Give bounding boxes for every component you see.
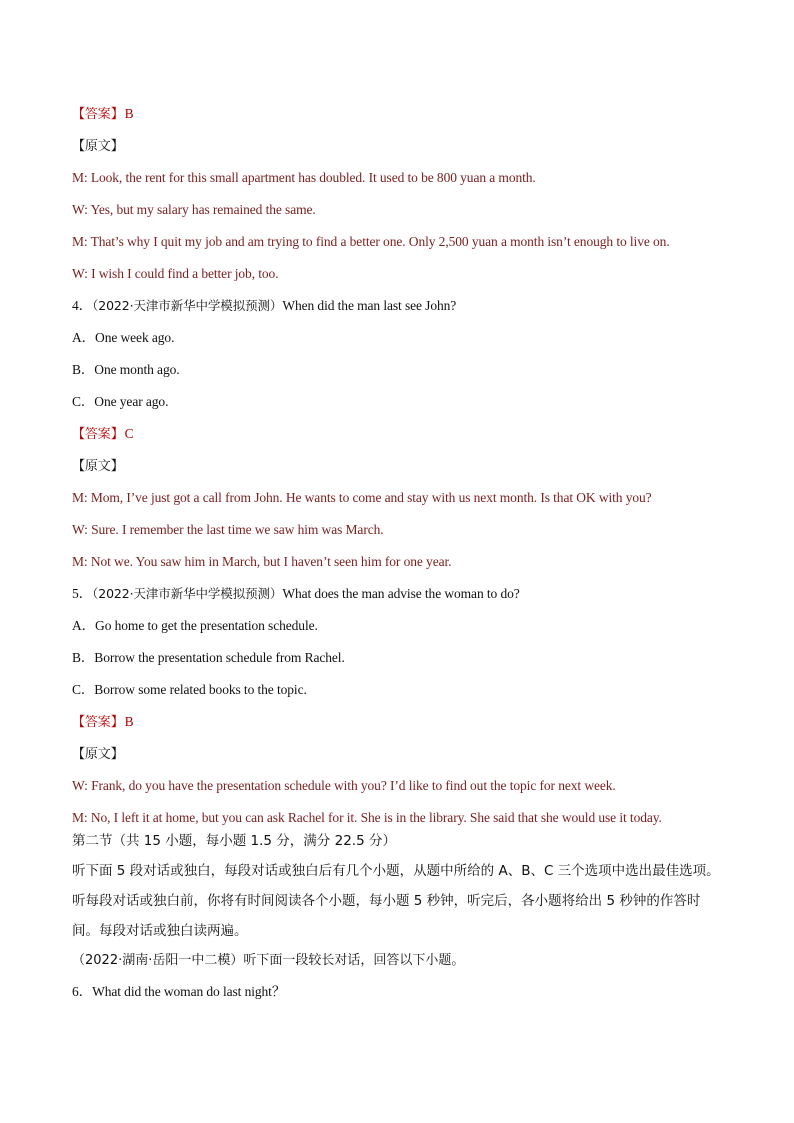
option-c: C．Borrow some related books to the topic. (72, 682, 307, 697)
dialog-line: M: Mom, I’ve just got a call from John. He wants to come and stay with us next month. Is that OK with you? (72, 490, 652, 505)
option-a: A．Go home to get the presentation schedule. (72, 618, 318, 633)
dialog-line: M: Look, the rent for this small apartment has doubled. It used to be 800 yuan a month. (72, 170, 536, 185)
question-text: What does the man advise the woman to do? (282, 586, 520, 601)
source-tag-line-q3 (72, 130, 762, 162)
instruction-line: 听下面 5 段对话或独白，每段对话或独白后有几个小题，从题中所给的 A、B、C 三个选项中选出最佳选项。 (72, 863, 720, 879)
section-heading: 第二节（共 15 小题，每小题 1.5 分，满分 22.5 分） (72, 833, 396, 849)
dialog-line: M: That’s why I quit my job and am trying to find a better one. Only 2,500 yuan a month isn’t enough to live on. (72, 234, 670, 249)
dialog-line: W: Yes, but my salary has remained the same. (72, 202, 316, 217)
document-page (72, 98, 762, 1008)
option-a: A．One week ago. (72, 330, 175, 345)
dialog-line: W: Frank, do you have the presentation schedule with you? I’d like to find out the topic for next week. (72, 778, 616, 793)
instruction-line: 听每段对话或独白前，你将有时间阅读各个小题，每小题 5 秒钟，听完后，各小题将给出 5 秒钟的作答时 (72, 893, 701, 909)
dialog-line: W: Sure. I remember the last time we saw him was March. (72, 522, 384, 537)
question-number: 5． (72, 586, 93, 601)
answer-tag: 【答案】 (72, 715, 124, 730)
source-tag: 【原文】 (72, 459, 124, 474)
passage-source-line: （2022·湖南·岳阳一中二模）听下面一段较长对话，回答以下小题。 (72, 953, 465, 968)
answer-line-q4 (72, 418, 762, 450)
question-6 (72, 976, 762, 1008)
question-5 (72, 578, 762, 610)
option-b: B．One month ago. (72, 362, 180, 377)
dialog-line: M: Not we. You saw him in March, but I haven’t seen him for one year. (72, 554, 452, 569)
answer-line-q5 (72, 706, 762, 738)
option-c: C．One year ago. (72, 394, 169, 409)
question-4 (72, 290, 762, 322)
source-tag-line-q5 (72, 738, 762, 770)
source-tag-line-q4 (72, 450, 762, 482)
answer-line-q3 (72, 98, 762, 130)
question-source: （2022·天津市新华中学模拟预测） (92, 586, 283, 601)
question-text: When did the man last see John? (282, 298, 457, 313)
source-tag: 【原文】 (72, 139, 124, 154)
question-source: （2022·天津市新华中学模拟预测） (92, 298, 283, 313)
answer-tag: 【答案】 (72, 107, 124, 122)
dialog-line: M: No, I left it at home, but you can ask Rachel for it. She is in the library. She said that she would use it today. (72, 810, 662, 825)
question-number: 6． (72, 984, 93, 999)
source-tag: 【原文】 (72, 747, 124, 762)
dialog-line: W: I wish I could find a better job, too. (72, 266, 279, 281)
question-text: What did the woman do last night？ (92, 984, 286, 999)
option-b: B．Borrow the presentation schedule from Rachel. (72, 650, 345, 665)
answer-value: C (124, 426, 134, 441)
answer-value: B (124, 106, 134, 121)
answer-value: B (124, 714, 134, 729)
answer-tag: 【答案】 (72, 427, 124, 442)
question-number: 4． (72, 298, 93, 313)
instruction-line: 间。每段对话或独白读两遍。 (72, 923, 248, 939)
